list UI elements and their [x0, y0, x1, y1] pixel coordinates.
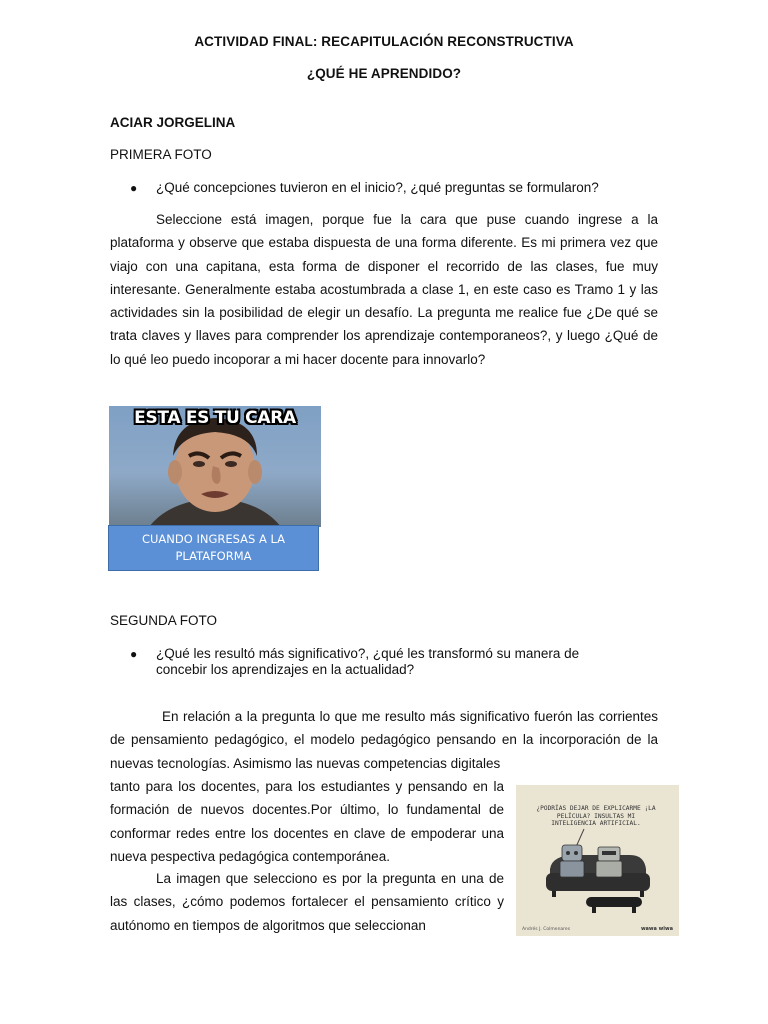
document-title: ACTIVIDAD FINAL: RECAPITULACIÓN RECONSTRUCTIVA: [194, 34, 574, 49]
robots-on-couch-illustration: [516, 785, 679, 936]
cartoon-speech-text: ¿PODRÍAS DEJAR DE EXPLICARME ¡LA PELÍCULA? INSULTAS MI INTELIGENCIA ARTIFICIAL.: [536, 805, 656, 827]
section2-paragraph-full: En relación a la pregunta lo que me resulto más significativo fuerón las corrientes de pensamiento pedagógico, el modelo pedagógico pensando en la incorporación de la nuevas tecnologías. Asimismo las nuevas competencias digitales: [110, 709, 658, 771]
section1-bullet-text: ¿Qué concepciones tuvieron en el inicio?, ¿qué preguntas se formularon?: [156, 180, 599, 195]
bullet-icon: ●: [130, 181, 138, 195]
section2-heading: SEGUNDA FOTO: [110, 613, 218, 628]
image-caption-box: [108, 525, 319, 571]
cartoon-signature: Andrés J. Colmenares: [522, 927, 571, 932]
section2-paragraph2: La imagen que selecciono es por la pregunta en una de las clases, ¿cómo podemos fortalecer el pensamiento crítico y autónomo en tiempos de algoritmos que seleccionan: [110, 871, 504, 933]
mr-bean-meme-image: [109, 406, 321, 527]
document-subtitle: ¿QUÉ HE APRENDIDO?: [306, 66, 462, 81]
section2-bullet-text: ¿Qué les resultó más significativo?, ¿qué les transformó su manera de concebir los aprendizajes en la actualidad?: [156, 646, 580, 677]
author-name: ACIAR JORGELINA: [110, 115, 236, 130]
section1-bullet-item: [130, 180, 630, 196]
image-caption-text: CUANDO INGRESAS A LA PLATAFORMA: [141, 532, 286, 563]
meme-caption-text: ESTA ES TU CARA: [134, 408, 296, 428]
robot-cartoon-image: [516, 785, 679, 936]
section1-heading: PRIMERA FOTO: [110, 147, 212, 162]
cartoon-logo: wawa wiwa: [640, 926, 673, 932]
section2-bullet-item: [130, 646, 610, 678]
bullet-icon: ●: [130, 647, 138, 661]
section2-paragraph-wrap: tanto para los docentes, para los estudiantes y pensando en la formación de nuevos docentes.Por último, lo fundamental de conformar redes entre los docentes en clave de empoderar una nueva pespectiva pedagógica contemporánea.: [110, 779, 504, 864]
section1-paragraph: Seleccione está imagen, porque fue la cara que puse cuando ingrese a la plataforma y observe que estaba dispuesta de una forma diferente. Es mi primera vez que viajo con una capitana, esta forma de disponer el recorrido de las clases, fue muy interesante. Generalmente estaba acostumbrada a clase 1, en este caso es Tramo 1 y las actividades sin la posibilidad de elegir un desafío. La pregunta me realice fue ¿De qué se trata claves y llaves para comprender los aprendizaje contemporaneos?, y luego ¿Qué de lo qué leo puedo incoporar a mi hacer docente para innovarlo?: [110, 212, 658, 367]
